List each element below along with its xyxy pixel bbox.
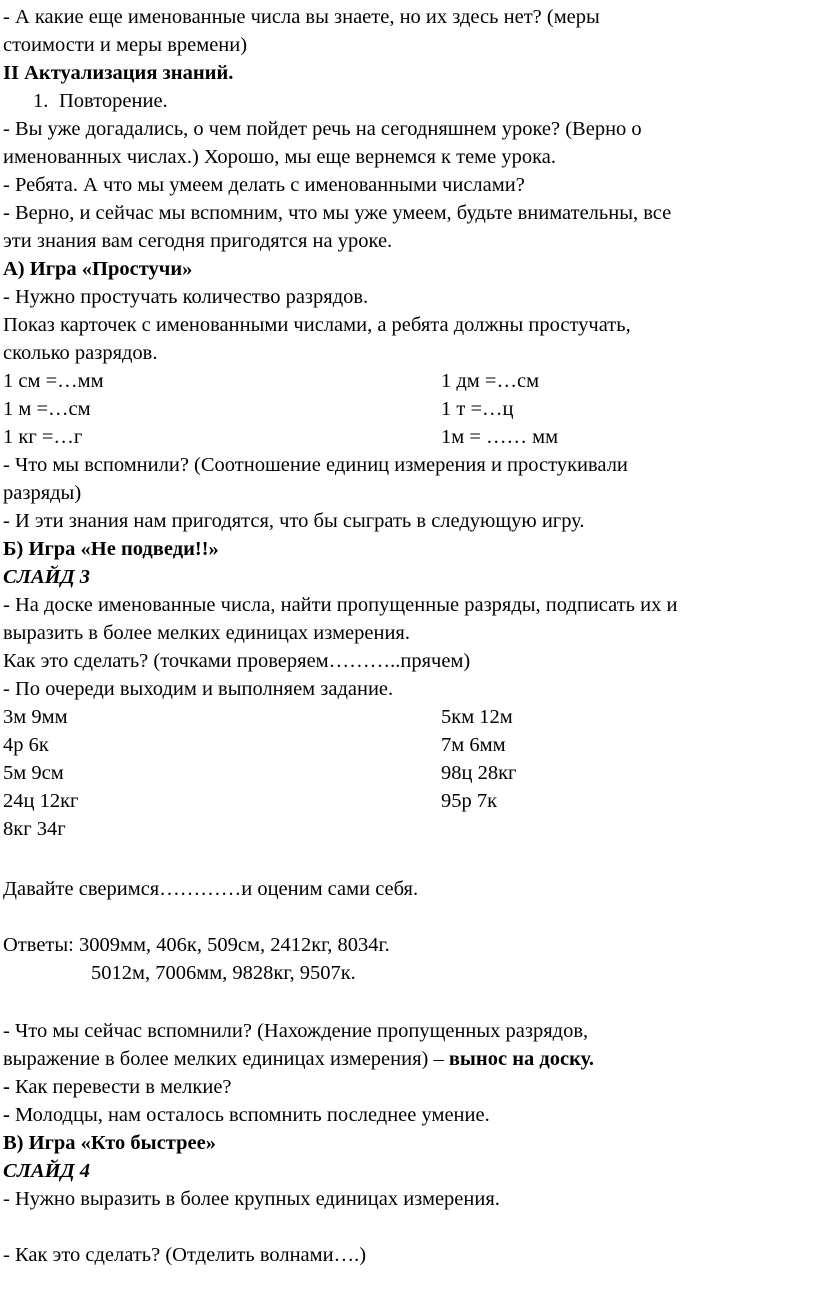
intro-question-line1: - А какие еще именованные числа вы знаете, но их здесь нет? (меры <box>3 6 600 28</box>
conversion-left: 1 кг =…г <box>3 426 83 448</box>
intro-question-line2: стоимости и меры времени) <box>3 34 248 56</box>
slide-label: СЛАЙД 4 <box>3 1160 90 1182</box>
game-b-paragraph-6 <box>3 1101 490 1129</box>
number-left: 24ц 12кг <box>3 790 79 812</box>
answers-line2: 5012м, 7006мм, 9828кг, 9507к. <box>91 962 356 984</box>
paragraph-3-line2: эти знания вам сегодня пригодятся на уроке. <box>3 230 393 252</box>
game-a-paragraph-3-line1: - Что мы вспомнили? (Соотношение единиц измерения и простукивали <box>3 454 628 476</box>
number-right: 98ц 28кг <box>441 762 517 784</box>
game-b-paragraph-2: Как это сделать? (точками проверяем………..прячем) <box>3 650 471 672</box>
slide-label: СЛАЙД 3 <box>3 566 90 588</box>
paragraph-3-line1: - Верно, и сейчас мы вспомним, что мы уже умеем, будьте внимательны, все <box>3 202 672 224</box>
number-left: 3м 9мм <box>3 706 68 728</box>
game-b-heading: Б) Игра «Не подведи!!» <box>3 538 219 560</box>
emphasis-text: вынос на доску. <box>448 1048 594 1070</box>
game-b-paragraph-1-line1: - На доске именованные числа, найти пропущенные разряды, подписать их и <box>3 594 678 616</box>
number-left: 5м 9см <box>3 762 64 784</box>
conversion-row <box>3 395 813 423</box>
game-b-paragraph-5 <box>3 1073 232 1101</box>
number-right: 5км 12м <box>441 706 513 728</box>
game-b-paragraph-3: - По очереди выходим и выполняем задание. <box>3 678 394 700</box>
game-a-paragraph-2-line1: Показ карточек с именованными числами, а ребята должны простучать, <box>3 314 631 336</box>
game-a-paragraph-2-line2: сколько разрядов. <box>3 342 158 364</box>
section-heading: II Актуализация знаний. <box>3 62 234 84</box>
conversion-row <box>3 367 813 395</box>
dash-bullet: - <box>3 1104 15 1126</box>
item-label: Повторение. <box>59 90 168 112</box>
game-a-paragraph-1: - Нужно простучать количество разрядов. <box>3 286 369 308</box>
paragraph-text: Как перевести в мелкие? <box>14 1076 232 1098</box>
conversion-right: 1 т =…ц <box>441 398 514 420</box>
game-b-paragraph-1-line2: выразить в более мелких единицах измерения. <box>3 622 410 644</box>
paragraph-1-line2: именованных числах.) Хорошо, мы еще вернемся к теме урока. <box>3 146 556 168</box>
numbered-item <box>3 87 168 115</box>
number-row <box>3 759 813 787</box>
conversion-left: 1 см =…мм <box>3 370 104 392</box>
number-right: 95р 7к <box>441 790 498 812</box>
number-left: 4р 6к <box>3 734 49 756</box>
number-row <box>3 731 813 759</box>
number-row <box>3 703 813 731</box>
check-line: Давайте сверимся…………и оценим сами себя. <box>3 878 419 900</box>
game-c-paragraph-2: - Как это сделать? (Отделить волнами….) <box>3 1244 367 1266</box>
game-b-paragraph-4-line2 <box>3 1045 594 1073</box>
number-row <box>3 815 813 843</box>
number-right: 7м 6мм <box>441 734 506 756</box>
number-left: 8кг 34г <box>3 818 66 840</box>
game-a-paragraph-3-line2: разряды) <box>3 482 82 504</box>
game-a-paragraph-4: - И эти знания нам пригодятся, что бы сыграть в следующую игру. <box>3 510 585 532</box>
paragraph-2: - Ребята. А что мы умеем делать с именованными числами? <box>3 174 525 196</box>
conversion-row <box>3 423 813 451</box>
item-number: 1. <box>33 90 49 112</box>
game-a-heading: А) Игра «Простучи» <box>3 258 193 280</box>
game-c-heading: В) Игра «Кто быстрее» <box>3 1132 216 1154</box>
game-b-paragraph-4-line1: - Что мы сейчас вспомнили? (Нахождение пропущенных разрядов, <box>3 1020 589 1042</box>
conversion-right: 1 дм =…см <box>441 370 540 392</box>
answers-line1: Ответы: 3009мм, 406к, 509см, 2412кг, 8034г. <box>3 934 390 956</box>
paragraph-text: Молодцы, нам осталось вспомнить последнее умение. <box>14 1104 490 1126</box>
number-row <box>3 787 813 815</box>
game-c-paragraph-1: - Нужно выразить в более крупных единицах измерения. <box>3 1188 500 1210</box>
paragraph-text: выражение в более мелких единицах измерения) – <box>3 1048 449 1070</box>
dash-bullet: - <box>3 1076 15 1098</box>
conversion-left: 1 м =…см <box>3 398 91 420</box>
paragraph-1-line1: - Вы уже догадались, о чем пойдет речь на сегодняшнем уроке? (Верно о <box>3 118 642 140</box>
conversion-right: 1м = …… мм <box>441 426 559 448</box>
